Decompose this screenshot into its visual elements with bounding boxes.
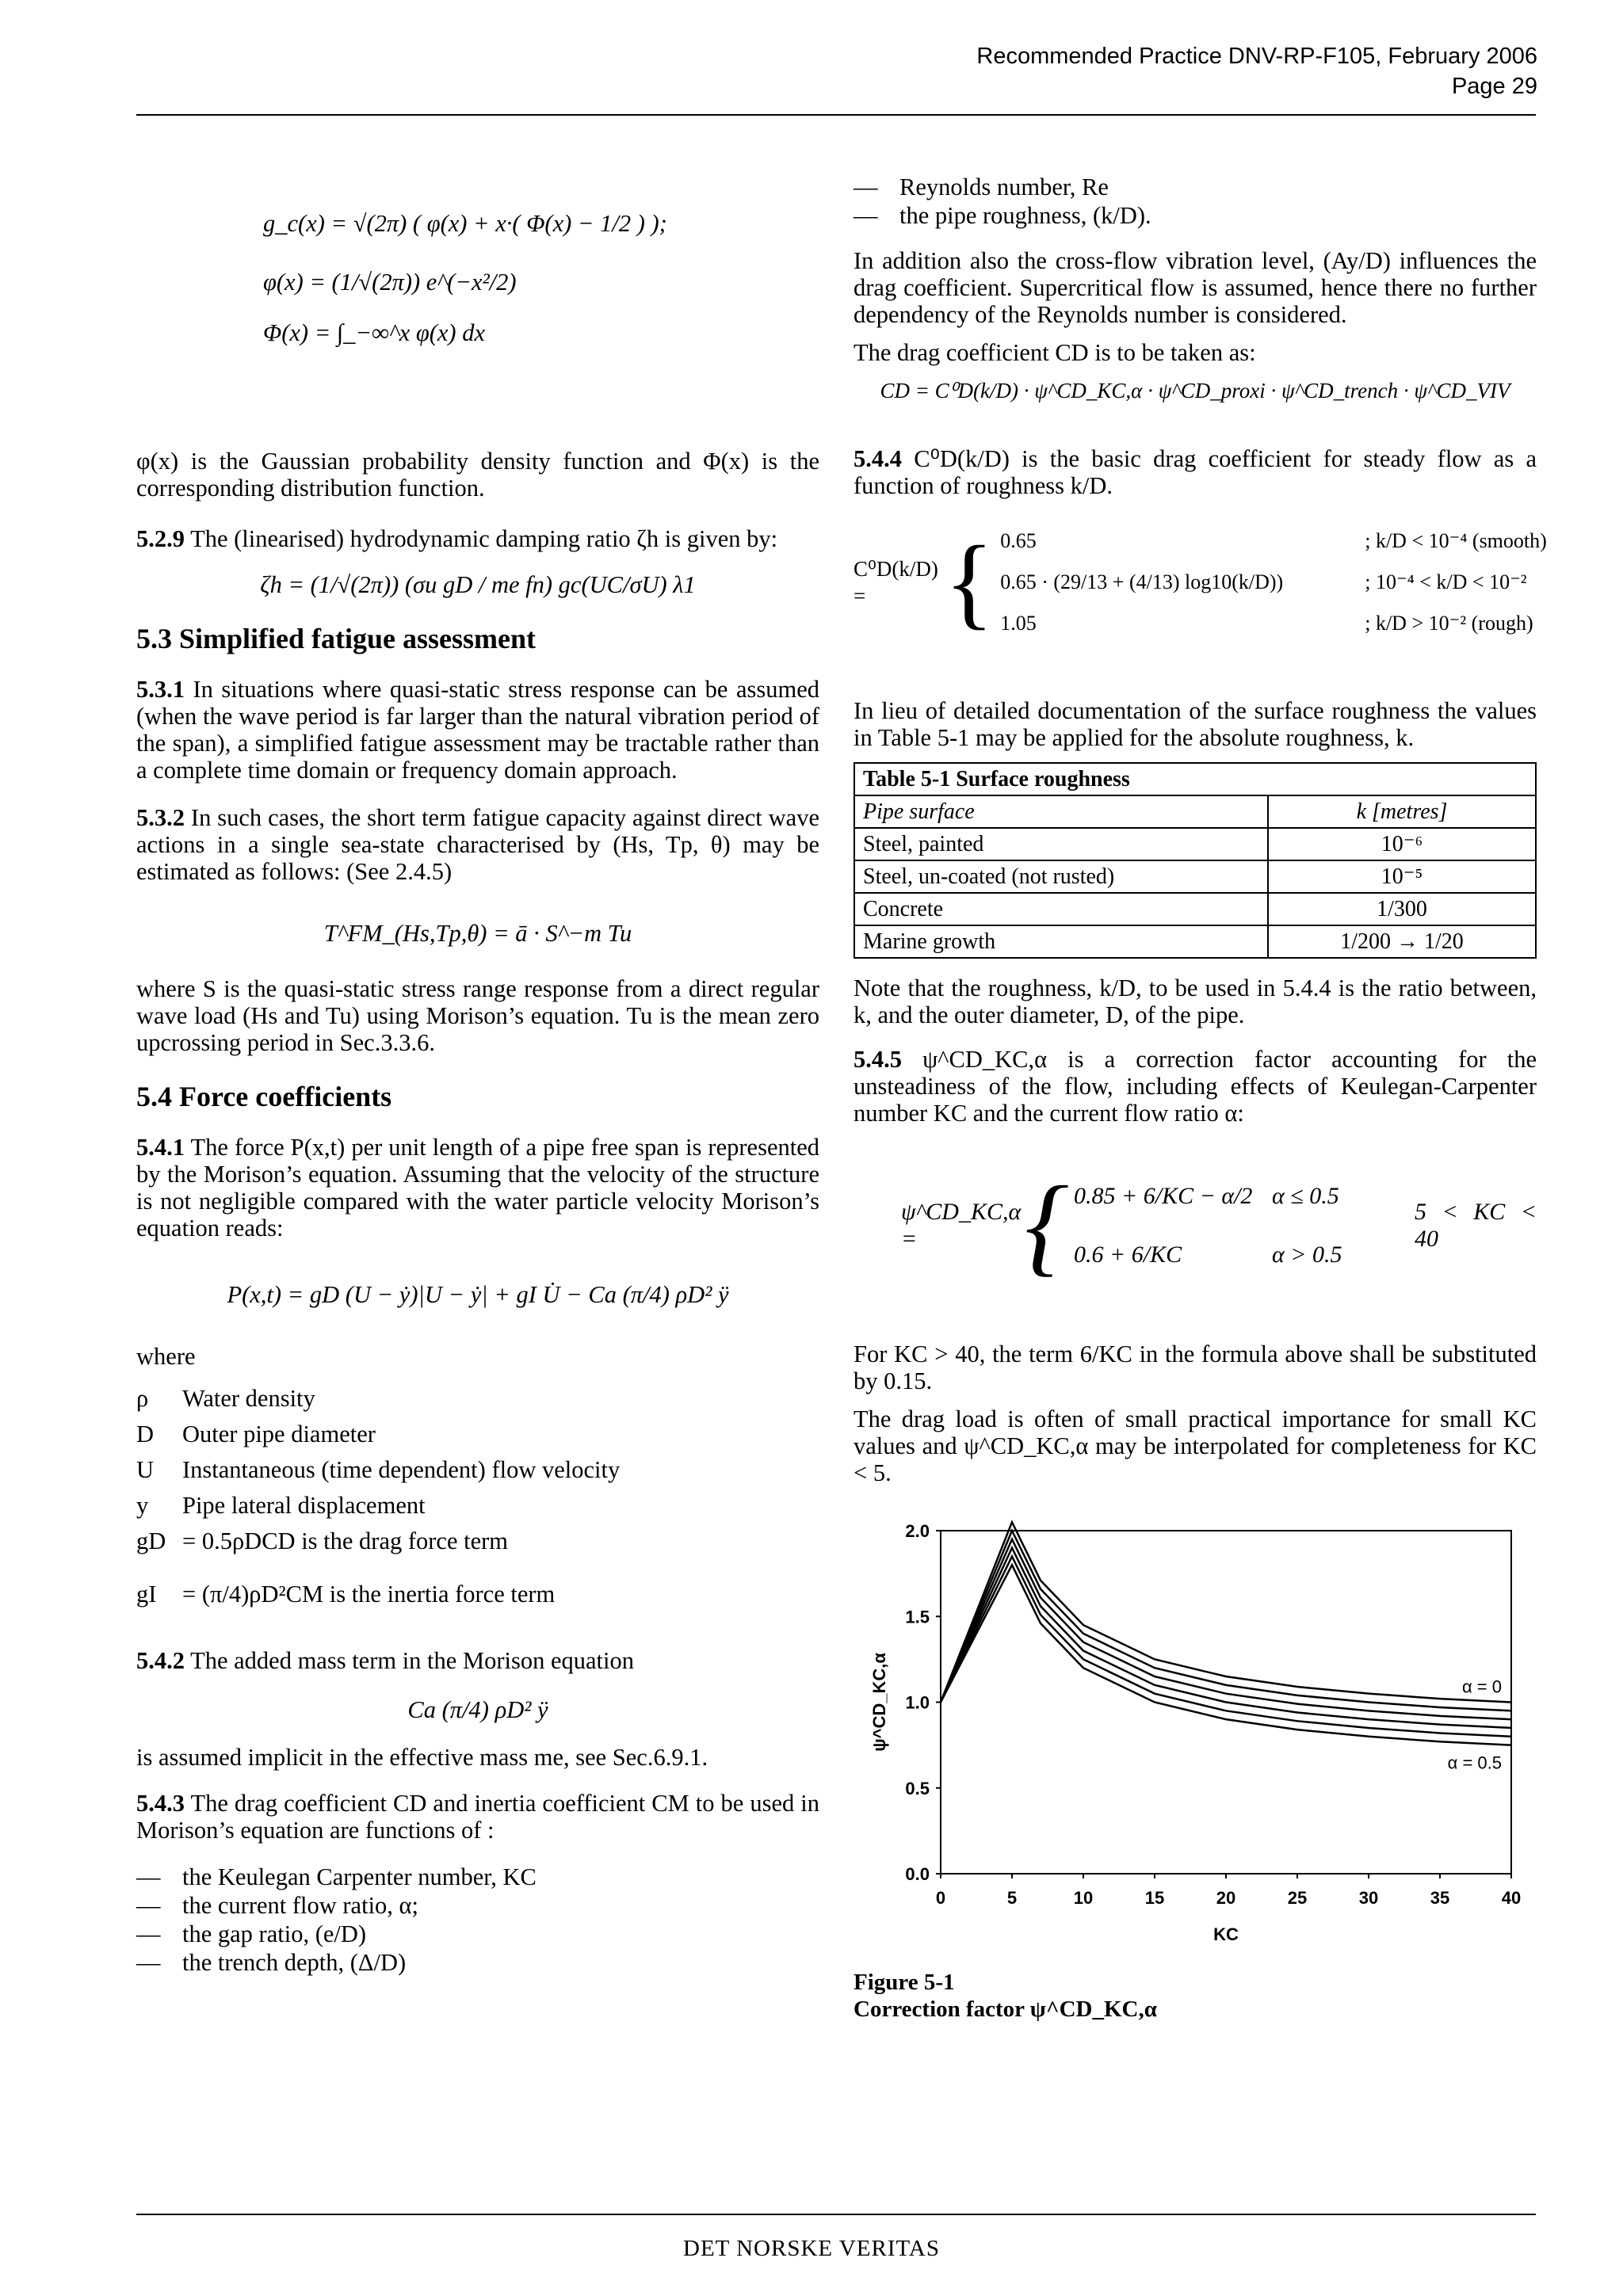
series-label: α = 0	[1461, 1676, 1502, 1697]
equation-CD: CD = C⁰D(k/D) · ψ^CD_KC,α · ψ^CD_proxi · ψ^CD_trench · ψ^CD_VIV	[880, 379, 1510, 402]
y-tick-label: 0.5	[905, 1778, 930, 1798]
header-title: Recommended Practice DNV-RP-F105, February 2006	[976, 44, 1537, 69]
y-axis-label: ψ^CD_KC,α	[869, 1653, 889, 1752]
case-expr: 0.65 · (29/13 + (4/13) log10(k/D))	[1000, 570, 1284, 593]
paragraph-5-4-2	[136, 1647, 819, 1674]
left-brace: {	[944, 525, 995, 639]
table-cell: 10⁻⁶	[1268, 828, 1536, 860]
section-number: 5.3.2	[136, 804, 185, 831]
figure-label: Figure 5-1	[854, 1970, 955, 1995]
footer: DET NORSKE VERITAS	[683, 2236, 940, 2261]
table-header: k [metres]	[1268, 795, 1536, 828]
x-tick-label: 15	[1144, 1888, 1165, 1908]
table-header-row	[854, 795, 1536, 828]
x-tick-label: 30	[1358, 1888, 1379, 1908]
symbol: gD	[136, 1527, 166, 1554]
symbol-description: = 0.5ρDCD is the drag force term	[182, 1527, 509, 1554]
symbol: D	[136, 1421, 155, 1447]
symbol: ρ	[136, 1385, 149, 1412]
table-cell: 1/200 → 1/20	[1268, 925, 1536, 958]
paragraph-text: ψ^CD_KC,α is a correction factor accounting for the unsteadiness of the flow, including effects of Keulegan-Carpenter number KC and the current flow ratio α:	[854, 1046, 1537, 1127]
footer-rule	[136, 2214, 1536, 2215]
case-cond: ; k/D > 10⁻² (rough)	[1365, 612, 1533, 635]
symbol: U	[136, 1456, 155, 1483]
equation-T: T^FM_(Hs,Tp,θ) = ā · S^−m Tu	[323, 920, 632, 947]
section-number: 5.4.1	[136, 1134, 185, 1161]
equation-morison: P(x,t) = gD (U − ẏ)|U − ẏ| + gI U̇ − Ca (π/4) ρD² ÿ	[227, 1281, 729, 1308]
where-label: where	[136, 1343, 196, 1370]
symbol-description: Instantaneous (time dependent) flow velocity	[182, 1456, 621, 1483]
section-number: 5.4.3	[136, 1790, 185, 1817]
list-item: — the current flow ratio, α;	[136, 1891, 819, 1920]
paragraph-note: Note that the roughness, k/D, to be used in 5.4.4 is the ratio between, k, and the outer diameter, D, of the pipe.	[854, 974, 1537, 1028]
paragraph-text: The (linearised) hydrodynamic damping ratio ζh is given by:	[190, 525, 778, 552]
symbol-gD	[136, 1524, 819, 1559]
case-cond: ; k/D < 10⁻⁴ (smooth)	[1365, 529, 1547, 552]
table-cell: Marine growth	[854, 925, 1268, 958]
paragraph-drag-coefficient: The drag coefficient CD is to be taken as:	[854, 339, 1256, 366]
series-line	[941, 1548, 1511, 1728]
list-item: — the Keulegan Carpenter number, KC	[136, 1863, 819, 1891]
y-tick-label: 2.0	[905, 1521, 930, 1541]
equation-cases	[1000, 528, 1610, 637]
list-item: — the pipe roughness, (k/D).	[854, 201, 1537, 230]
series-line	[941, 1556, 1511, 1736]
roughness-table	[854, 762, 1537, 959]
case-expr: 1.05	[1000, 612, 1037, 635]
correction-factor-chart	[854, 1513, 1537, 1949]
paragraph-5-2-9	[136, 525, 819, 552]
paragraph-gaussian: φ(x) is the Gaussian probability density function and Φ(x) is the corresponding distribution function.	[136, 448, 819, 502]
table-title-row	[854, 763, 1536, 795]
case-cond: ; 10⁻⁴ < k/D < 10⁻²	[1365, 570, 1527, 593]
symbol-description: Water density	[182, 1385, 315, 1412]
series-line	[941, 1565, 1511, 1745]
case-expr: 0.65	[1000, 529, 1037, 552]
x-tick-label: 25	[1287, 1888, 1308, 1908]
list-item: — Reynolds number, Re	[854, 173, 1537, 201]
section-number: 5.4.2	[136, 1647, 185, 1674]
equation-gc: g_c(x) = √(2π) ( φ(x) + x·( Φ(x) − 1/2 ) );	[263, 210, 667, 237]
section-number: 5.4.4	[854, 445, 902, 472]
symbol-gI	[136, 1577, 819, 1612]
table-body	[854, 828, 1536, 958]
series-line	[941, 1539, 1511, 1719]
section-number: 5.4.5	[854, 1046, 902, 1073]
paragraph-text: In situations where quasi-static stress response can be assumed (when the wave period is far larger than the natural vibration period of the span), a simplified fatigue assessment may be tractable rather than a complete time domain or frequency domain approach.	[136, 676, 819, 784]
paragraph-text: The added mass term in the Morison equation	[190, 1647, 634, 1674]
equation-cases	[1074, 1183, 1399, 1268]
series-label: α = 0.5	[1447, 1753, 1502, 1773]
y-tick-label: 1.5	[905, 1607, 930, 1627]
paragraph-5-4-1	[136, 1134, 819, 1241]
parameter-list-continued	[854, 173, 1537, 230]
paragraph-S: where S is the quasi-static stress range response from a direct regular wave load (Hs and Tu) using Morison’s equation. Tu is the mean zero upcrossing period in Sec.3.3.6.	[136, 975, 819, 1056]
x-tick-label: 10	[1073, 1888, 1094, 1908]
table-row	[854, 925, 1536, 958]
table-cell: Steel, un-coated (not rusted)	[854, 860, 1268, 893]
x-axis-label: KC	[1213, 1924, 1239, 1944]
right-column	[854, 173, 1547, 2023]
equation-phi: φ(x) = (1/√(2π)) e^(−x²/2)	[263, 269, 517, 296]
symbol: y	[136, 1492, 149, 1519]
section-number: 5.3.1	[136, 676, 185, 703]
equation-lhs: C⁰D(k/D) =	[854, 557, 938, 608]
x-tick-label: 20	[1216, 1888, 1236, 1908]
paragraph-text: The force P(x,t) per unit length of a pipe free span is represented by the Morison’s equation. Assuming that the velocity of the structure is not negligible compared with the water particle velocity Morison’s equation reads:	[136, 1134, 819, 1241]
equation-range: 5 < KC < 40	[1415, 1199, 1537, 1252]
paragraph-kc40: For KC > 40, the term 6/KC in the formula above shall be substituted by 0.15.	[854, 1341, 1537, 1394]
symbol-description: Pipe lateral displacement	[182, 1492, 426, 1519]
paragraph-5-3-1	[136, 676, 819, 784]
header-rule	[136, 114, 1536, 116]
case-cond: α > 0.5	[1272, 1241, 1342, 1268]
x-tick-label: 35	[1430, 1888, 1450, 1908]
paragraph-small-kc: The drag load is often of small practical importance for small KC values and ψ^CD_KC,α may be interpolated for completeness for KC < 5.	[854, 1405, 1537, 1486]
list-item: — the trench depth, (Δ/D)	[136, 1948, 819, 1977]
heading-5-4: 5.4 Force coefficients	[136, 1081, 392, 1112]
page-number: Page 29	[1451, 74, 1537, 99]
gaussian-equations	[136, 210, 819, 448]
left-column	[136, 166, 819, 1977]
x-tick-label: 5	[1006, 1888, 1018, 1908]
paragraph-5-3-2	[136, 804, 819, 885]
table-cell: 10⁻⁵	[1268, 860, 1536, 893]
left-brace: {	[1025, 1164, 1069, 1287]
case-expr: 0.85 + 6/KC − α/2	[1074, 1183, 1253, 1209]
parameter-list	[136, 1863, 819, 1977]
equation-zeta: ζh = (1/√(2π)) (σu gD / me fn) gc(UC/σU) λ1	[260, 571, 696, 598]
equation-psi	[901, 1158, 1537, 1293]
paragraph-additional: In addition also the cross-flow vibration level, (Ay/D) influences the drag coefficient. Supercritical flow is assumed, hence there no further dependency of the Reynolds number is considered.	[854, 247, 1537, 328]
table-title: Table 5-1 Surface roughness	[854, 763, 1536, 795]
table-cell: Concrete	[854, 893, 1268, 925]
table-row	[854, 893, 1536, 925]
case-cond: α ≤ 0.5	[1272, 1183, 1339, 1209]
table-row	[854, 828, 1536, 860]
symbol-description: = (π/4)ρD²CM is the inertia force term	[182, 1581, 556, 1608]
symbol-list	[136, 1381, 819, 1524]
symbol-description: Outer pipe diameter	[182, 1421, 376, 1447]
list-item: — the gap ratio, (e/D)	[136, 1920, 819, 1948]
case-expr: 0.6 + 6/KC	[1074, 1241, 1182, 1268]
paragraph-text: The drag coefficient CD and inertia coefficient CM to be used in Morison’s equation are functions of :	[136, 1790, 819, 1844]
equation-Phi: Φ(x) = ∫_−∞^x φ(x) dx	[263, 319, 485, 346]
paragraph-5-4-3	[136, 1790, 819, 1844]
table-cell: 1/300	[1268, 893, 1536, 925]
equation-C0	[854, 515, 1547, 650]
paragraph-text: C⁰D(k/D) is the basic drag coefficient for steady flow as a function of roughness k/D.	[854, 445, 1537, 499]
x-tick-label: 40	[1501, 1888, 1522, 1908]
symbol: gI	[136, 1581, 157, 1608]
running-header	[976, 41, 1537, 101]
y-tick-label: 1.0	[905, 1692, 930, 1713]
paragraph-5-4-5	[854, 1046, 1537, 1127]
x-tick-label: 0	[935, 1888, 946, 1908]
paragraph-5-4-4	[854, 445, 1537, 499]
table-cell: Steel, painted	[854, 828, 1268, 860]
figure-caption: Correction factor ψ^CD_KC,α	[854, 1997, 1157, 2022]
equation-added-mass: Ca (π/4) ρD² ÿ	[407, 1696, 548, 1723]
paragraph-in-lieu: In lieu of detailed documentation of the surface roughness the values in Table 5-1 may be applied for the absolute roughness, k.	[854, 697, 1537, 751]
paragraph-implicit: is assumed implicit in the effective mass me, see Sec.6.9.1.	[136, 1744, 708, 1771]
equation-lhs: ψ^CD_KC,α =	[901, 1199, 1022, 1252]
paragraph-text: In such cases, the short term fatigue capacity against direct wave actions in a single sea-state characterised by (Hs, Tp, θ) may be estimated as follows: (See 2.4.5)	[136, 804, 820, 885]
heading-5-3: 5.3 Simplified fatigue assessment	[136, 623, 536, 654]
series-line	[941, 1531, 1511, 1711]
y-tick-label: 0.0	[905, 1864, 930, 1884]
section-number: 5.2.9	[136, 525, 185, 552]
table-row	[854, 860, 1536, 893]
series-line	[941, 1522, 1511, 1702]
table-header: Pipe surface	[854, 795, 1268, 828]
